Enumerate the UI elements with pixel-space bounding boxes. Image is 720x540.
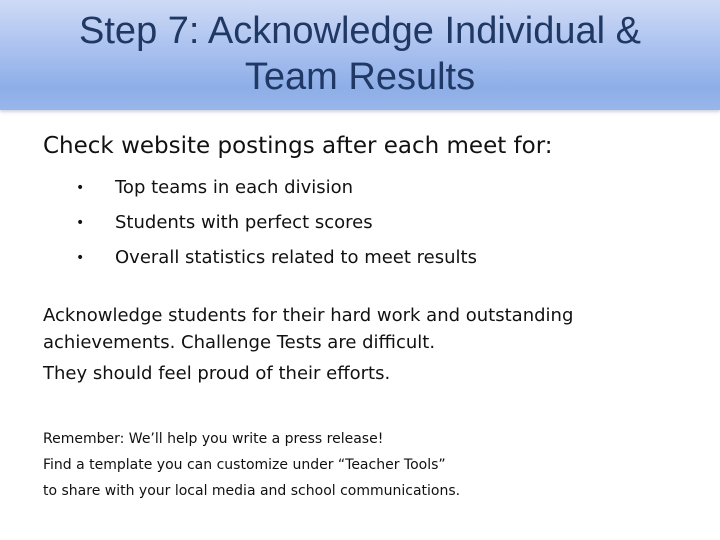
bullet-icon: • xyxy=(76,250,85,266)
bullet-icon: • xyxy=(76,180,85,196)
acknowledge-paragraph xyxy=(43,302,693,387)
note-line xyxy=(43,426,693,452)
paragraph-line: They should feel proud of their efforts. xyxy=(43,363,391,384)
slide-title-line-1: Step 7: Acknowledge Individual & xyxy=(79,10,641,52)
note-line: Find a template you can customize under “Teacher Tools” xyxy=(43,457,446,473)
bullet-list xyxy=(76,175,477,280)
bullet-text: Top teams in each division xyxy=(115,177,354,198)
bullet-text: Overall statistics related to meet results xyxy=(115,247,477,268)
paragraph-line: achievements. Challenge Tests are difficult. xyxy=(43,332,436,353)
paragraph-line: Acknowledge students for their hard work and outstanding xyxy=(43,305,574,326)
list-item xyxy=(76,245,477,280)
remember-note xyxy=(43,426,693,504)
intro-text: Check website postings after each meet for: xyxy=(43,133,553,159)
list-item xyxy=(76,175,477,210)
slide-title xyxy=(0,8,720,100)
note-text: : We’ll help you write a press release! xyxy=(119,431,384,447)
bullet-icon: • xyxy=(76,215,85,231)
slide-title-line-2: Team Results xyxy=(244,56,476,98)
bullet-text: Students with perfect scores xyxy=(115,212,373,233)
note-label: Remember xyxy=(43,431,120,447)
note-line: to share with your local media and school communications. xyxy=(43,483,461,499)
list-item xyxy=(76,210,477,245)
